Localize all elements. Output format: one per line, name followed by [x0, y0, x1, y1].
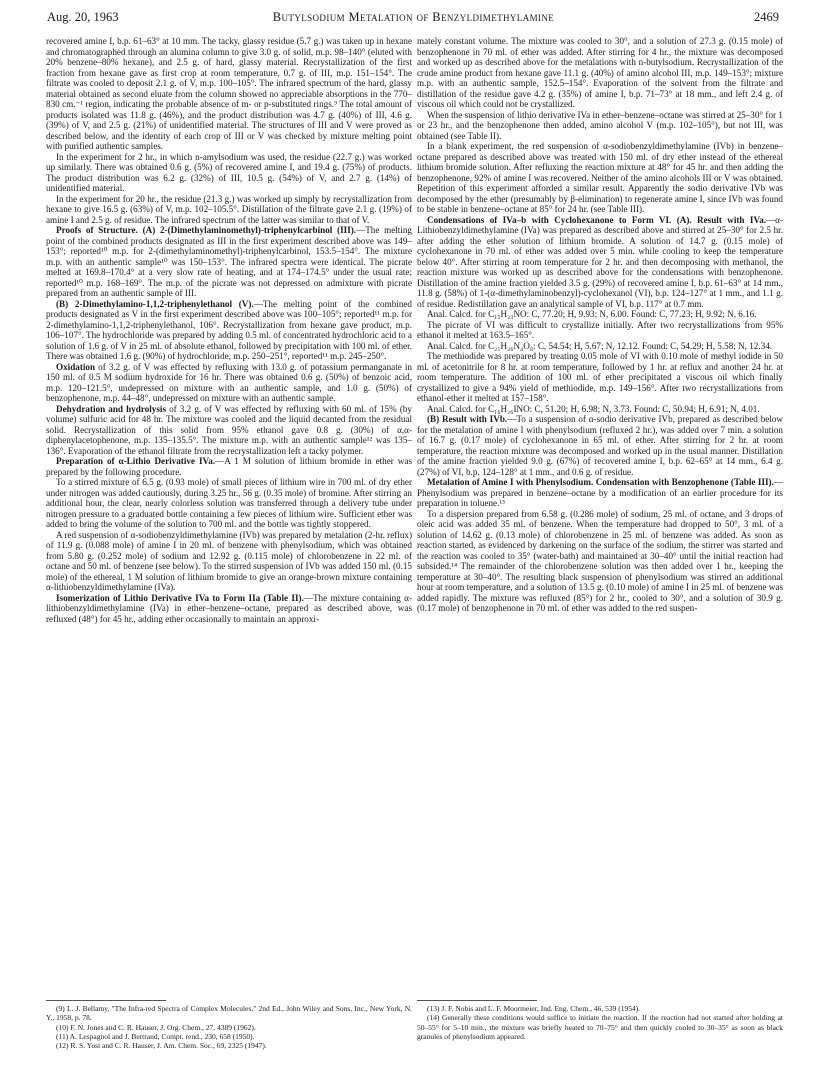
paragraph-heading: Proofs of Structure. (A) 2-(Dimethylaminomethyl)-triphenylcarbinol (III). [56, 225, 357, 235]
footnote: (12) R. S. Yost and C. R. Hauser, J. Am. Chem. Soc., 69, 2325 (1947). [56, 1041, 267, 1051]
footnote: (13) J. F. Nobis and L. F. Moormeier, Ind. Eng. Chem., 46, 539 (1954). [427, 1004, 641, 1013]
footnotes-right [417, 1004, 783, 1041]
running-header-title: Butylsodium Metalation of Benzyldimethylamine [272, 10, 555, 24]
paragraph-text: In the experiment for 20 hr., the residue (21.3 g.) was worked up simply by recrystallization from hexane to give 16.5 g. (63%) of V, m.p. 102–105.5°. Distillation of the filtrate gave 2.1 g. (19%) of amine I and 2.5 g. of residue. The infrared spectrum of the latter was similar to that of V. [46, 193, 412, 225]
paragraph-text: The picrate of VI was difficult to crystallize initially. After two recrystallizations from 95% ethanol it melted at 163.5–165°. [417, 319, 783, 340]
paragraph [417, 320, 783, 341]
footnote: (11) A. Lespagnol and J. Bertrand, Compt. rend., 230, 658 (1950). [56, 1031, 255, 1041]
paragraph-text: of 3.2 g. of V was effected by refluxing with 13.0 g. of potassium permanganate in 150 ml. of 0.5 M sodium hydroxide for 16 hr. There was obtained 0.6 g. (50%) of benzoic acid, m.p. 120–121.5°, undepressed on mixture with an authentic sample, and 1.0 g. (50%) of benzophenone, m.p. 44–48°, undepressed on mixture with an authentic sample. [46, 361, 412, 403]
paragraph [46, 225, 412, 299]
analysis-line [417, 309, 783, 320]
paragraph-text: Anal. Calcd. for C₂₁H₂₆N₄O₈: C, 54.54; H, 5.67; N, 12.12. Found: C, 54.29; H, 5.58; N, 12.34. [427, 340, 773, 351]
footnote: (9) L. J. Bellamy, "The Infra-red Spectra of Complex Molecules," 2nd Ed., John Wiley and Sons, Inc., New York, N. Y., 1958, p. 78. [46, 1004, 412, 1023]
paragraph-heading: Isomerization of Lithio Derivative IVa to Form IIa (Table II). [56, 592, 304, 603]
paragraph [46, 362, 412, 404]
paragraph-text: In a blank experiment, the red suspension of α-sodiobenzyldimethylamine (IVb) in benzene–octane prepared as described above was treated with 150 ml. of dry ether instead of the ethereal lithium bromide solution. After refluxing the reaction mixture at 48° for 45 hr. and then adding the benzophenone, 92% of amine I was recovered. Neither of the amino alcohols III or V was obtained. Repetition of this experiment afforded a similar result. Apparently the sodio derivative IVb was decomposed by the ether (presumably by β-elimination) to regenerate amine I, since IVb was found to be stable in benzene–octane at 85° for 24 hr. (see Table III). [417, 141, 783, 214]
paragraph [46, 477, 412, 530]
paragraph [46, 456, 412, 477]
paragraph-text: —The melting point of the combined products designated as III in the first experiment described above was 149–153°; reported¹⁰ m.p. for 2-(dimethylaminomethyl)-triphenylcarbinol, 153.5–154°. The mixture m.p. with an authentic sample¹⁰ was 150–153°. The infrared spectra were identical. The picrate melted at 169.8–170.4° at a very slow rate of heating, and at 174–174.5° under the usual rate; reported¹⁰ m.p. 168–169°. The m.p. of the picrate was not depressed on admixture with picrate prepared from an authentic sample of III. [46, 225, 412, 298]
paragraph-text: To a dispersion prepared from 6.58 g. (0.286 mole) of sodium, 25 ml. of octane, and 3 drops of oleic acid was added 35 ml. of benzene. When the temperature had dropped to 50°, 3 ml. of a solution of 14.62 g. (0.13 mole) of chlorobenzene in 25 ml. of benzene was added. As soon as reaction started, as evidenced by darkening on the surface of the sodium, the stirrer was started and the reaction was cooled to 35° (water-bath) and maintained at 30–40° until the initial reaction had subsided.¹⁴ The remainder of the chlorobenzene solution was then added over 1 hr., keeping the temperature at 30–40°. The resulting black suspension of phenylsodium was stirred an additional hour at room temperature, and a solution of 13.5 g. (0.10 mole) of amine I in 25 ml. of benzene was added rapidly. The mixture was refluxed (85°) for 2 hr., cooled to 30°, and a solution of 30.9 g. (0.17 mole) of benzophenone in 70 ml. of ether was added to the red suspen- [417, 508, 783, 613]
left-text-column [46, 36, 412, 624]
paragraph [46, 36, 412, 152]
paragraph-text: —The mixture containing α-lithiobenzyldimethylamine (IVa) in ether–benzene–octane, prepared as described above, was refluxed (48°) for 45 hr., adding ether occasionally to maintain an approxi- [46, 592, 412, 624]
paragraph-heading: Condensations of IVa–b with Cyclohexanone to Form VI. (A). Result with IVa. [427, 214, 767, 225]
paragraph [46, 404, 412, 457]
footnote: (14) Generally these conditions would suffice to initiate the reaction. If the reaction had not started after holding at 50–55° for 5–10 min., the mixture was briefly heated to 70–75° and then quickly cooled to 30–35° as soon as black granules of phenylsodium appeared. [417, 1013, 783, 1041]
paragraph-heading: Dehydration and hydrolysis [56, 403, 166, 414]
paragraph-text: The methiodide was prepared by treating 0.05 mole of VI with 0.10 mole of methyl iodide in 50 ml. of acetonitrile for 8 hr. at room temperature, followed by 1 hr. at reflux and another 24 hr. at room temperature. The addition of 100 ml. of ether precipitated a viscous oil which finally crystallized to give a 94% yield of methiodide, m.p. 149–156°. After two recrystallizations from ethanol-ether it melted at 157–158°. [417, 351, 783, 403]
page-number: 2469 [754, 10, 779, 24]
footnotes-left [46, 1004, 412, 1050]
paragraph [417, 509, 783, 614]
paragraph-text: mately constant volume. The mixture was cooled to 30°, and a solution of 27.3 g. (0.15 mole) of benzophenone in 70 ml. of ether was added. After stirring for 4 hr., the mixture was decomposed and worked up as described above for the metalations with n-butylsodium. Recrystallization of the crude amine product from hexane gave 11.1 g. (40%) of amino alcohol III, m.p. 149–153°; mixture m.p. with an authentic sample, 152.5–154°. Evaporation of the solvent from the filtrate and distillation of the residue gave 4.2 g. (35%) of amine I, b.p. 71–73° at 18 mm., and left 2.4 g. of viscous oil which could not be crystallized. [417, 36, 783, 109]
paragraph-text: Anal. Calcd. for C₁₅H₂₃NO: C, 77.20; H, 9.93; N, 6.00. Found: C, 77.23; H, 9.92; N, 6.16. [427, 309, 757, 319]
paragraph [46, 299, 412, 362]
paragraph-heading: (B) Result with IVb. [427, 414, 508, 424]
paragraph [46, 530, 412, 593]
analysis-line [417, 341, 783, 352]
paragraph-text: recovered amine I, b.p. 61–63° at 10 mm. The tacky, glassy residue (5.7 g.) was taken up in hexane and chromatographed through an alumina column to give 3.0 g. of solid, m.p. 98–140° (eluted with 20% benzene–80% hexane), and 2.5 g. of hard, glassy material. Recrystallization of the first fraction from hexane gave as first crop at room temperature, 0.7 g. of III, m.p. 151–154°. The filtrate was cooled to deposit 2.1 g. of V, m.p. 100–105°. The infrared spectrum of the hard, glassy material obtained as second eluate from the column showed no appreciable absorptions in the 770–830 cm.⁻¹ region, indicating the probable absence of m- or p-substituted rings.⁹ The total amount of products isolated was 11.8 g. (46%), and the product distribution was 4.7 g. (40%) of III, 4.6 g. (39%) of V, and 2.5 g. (21%) of unidentified material. The structures of III and V were proved as described below, and the identity of each crop of III or V was checked by mixture melting point with purified authentic samples. [46, 36, 412, 151]
paragraph-heading: Metalation of Amine I with Phenylsodium. Condensation with Benzophenone (Table III). [427, 477, 774, 487]
paragraph-heading: Preparation of α-Lithio Derivative IVa. [56, 456, 216, 466]
paragraph-text: Anal. Calcd. for C₁₆H₂₆INO: C, 51.20; H, 6.98; N, 3.73. Found: C, 50.94; H, 6.91; N, 4.01. [427, 403, 760, 414]
paragraph-text: To a stirred mixture of 6.5 g. (0.93 mole) of small pieces of lithium wire in 700 ml. of dry ether under nitrogen was added cautiously, during 3.25 hr., 56 g. (0.35 mole) of bromine. After stirring an additional hour, the clear, nearly colorless solution was transferred through a delivery tube under nitrogen pressure to a graduated bottle containing a few pieces of lithium wire. Sufficient ether was added to bring the volume of the solution to 700 ml. and the bottle was tightly stoppered. [46, 477, 412, 529]
paragraph-text: In the experiment for 2 hr., in which n-amylsodium was used, the residue (22.7 g.) was worked up similarly. There was obtained 0.6 g. (5%) of recovered amine I, and 19.4 g. (75%) of products. The product distribution was 6.2 g. (32%) of III, 10.5 g. (54%) of V, and 2.7 g. (14%) of unidentified material. [46, 151, 412, 193]
right-text-column [417, 36, 783, 614]
paragraph [46, 194, 412, 226]
paragraph [417, 477, 783, 509]
paragraph [417, 351, 783, 404]
paragraph [46, 152, 412, 194]
footnote-rule-right [417, 1000, 537, 1001]
paragraph [417, 141, 783, 215]
paragraph-heading: Oxidation [56, 361, 96, 372]
footnote: (10) F. N. Jones and C. R. Hauser, J. Org. Chem., 27, 4389 (1962). [56, 1022, 256, 1032]
running-header-date: Aug. 20, 1963 [47, 10, 119, 24]
footnote-rule-left [46, 1000, 166, 1001]
paragraph-text: A red suspension of α-sodiobenzyldimethylamine (IVb) was prepared by metalation (2-hr. reflux) of 11.9 g. (0.088 mole) of amine I in 20 ml. of benzene with phenylsodium, which was obtained from 5.80 g. (0.252 mole) of sodium and 12.92 g. (0.115 mole) of chlorobenzene in 22 ml. of octane and 50 ml. of benzene (see below). To the stirred suspension of IVb was added 150 ml. (0.15 mole) of the ethereal, 1 M solution of lithium bromide to give an orange-brown mixture containing α-lithiobenzyldimethylamine (IVa). [46, 529, 412, 592]
paragraph-text: —To a suspension of α-sodio derivative IVb, prepared as described below for the metalation of amine I with phenylsodium (refluxed 2 hr.), was added over 7 min. a solution of 16.7 g. (0.17 mole) of cyclohexanone in 65 ml. of ether. After stirring for 2 hr. at room temperature, the reaction mixture was decomposed and worked up in the usual manner. Distillation of the amine fraction yielded 9.0 g. (67%) of recovered amine I, b.p. 62–65° at 14 mm., 6.4 g. (27%) of VI, b.p. 124–128° at 1 mm., and 0.6 g. of residue. [417, 414, 783, 477]
paragraph-heading: (B) 2-Dimethylamino-1,1,2-triphenylethanol (V). [56, 298, 254, 309]
paragraph [417, 215, 783, 310]
paragraph-text: —Phenylsodium was prepared in benzene–octane by a modification of an earlier procedure for its preparation in toluene.¹³ [417, 477, 783, 508]
paragraph-text: When the suspension of lithio derivative IVa in ether–benzene–octane was stirred at 25–30° for 1 or 23 hr., and the benzophenone then added, amino alcohol V (m.p. 102–105°), but not III, was obtained (see Table II). [417, 109, 783, 141]
paragraph-text: —α-Lithiobenzyldimethylamine (IVa) was prepared as described above and stirred at 25–30° for 2.5 hr. after adding the ether solution of lithium bromide. A solution of 14.7 g. (0.15 mole) of cyclohexanone in 70 ml. of ether was added over 5 min. while cooling to keep the temperature below 40°. After stirring at room temperature for 2 hr. and then decomposing with methanol, the reaction mixture was worked up as described above for the condensations with benzophenone. Distillation of the amine fraction yielded 3.5 g. (29%) of recovered amine I, b.p. 61–63° at 14 mm., 11.8 g. (58%) of 1-(α-dimethylaminobenzyl)-cyclohexanol (VI), b.p. 124–127° at 1 mm., and 1.1 g. of residue. Redistillation gave an analytical sample of VI, b.p. 117° at 0.7 mm. [417, 214, 783, 309]
paragraph [417, 36, 783, 110]
paragraph-text: —A 1 M solution of lithium bromide in ether was prepared by the following procedure. [46, 456, 412, 477]
analysis-line [417, 404, 783, 415]
paragraph [46, 593, 412, 625]
paragraph-text: of 3.2 g. of V was effected by refluxing with 60 ml. of 15% (by volume) sulfuric acid for 48 hr. The mixture was cooled and the liquid decanted from the residual solid. Recrystallization of this solid from 95% ethanol gave 0.8 g. (30%) of α,α-diphenylacetophenone, m.p. 135–135.5°. The mixture m.p. with an authentic sample¹² was 135–136°. Evaporation of the ethanol filtrate from the recrystallization left a tacky polymer. [46, 403, 412, 456]
paragraph-text: —The melting point of the combined products designated as V in the first experiment described above was 100–105°; reported¹¹ m.p. for 2-dimethylamino-1,1,2-triphenylethanol, 106°. Recrystallization from hexane gave product, m.p. 106–107°. The hydrochloride was prepared by adding 0.5 ml. of concentrated hydrochloric acid to a solution of 1.6 g. of V in 25 ml. of absolute ethanol, followed by precipitation with 100 ml. of ether. There was obtained 1.6 g. (90%) of hydrochloride, m.p. 250–251°, reported¹¹ m.p. 245–250°. [46, 298, 412, 361]
paragraph [417, 110, 783, 142]
paragraph [417, 414, 783, 477]
